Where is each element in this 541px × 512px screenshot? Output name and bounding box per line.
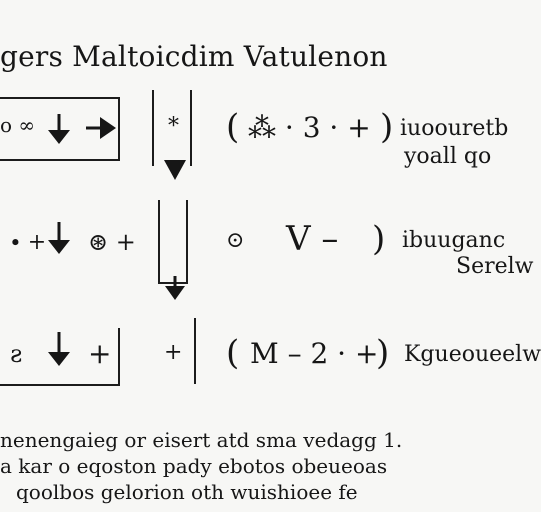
row2-desc-1: ibuuganc xyxy=(402,228,506,253)
row2-formula-inner: V – xyxy=(286,219,339,259)
row2-vline-left xyxy=(158,200,160,284)
down-arrow-icon xyxy=(44,220,74,256)
row2-left-mid: ⊛ + xyxy=(88,228,136,256)
row1-desc-1: iuoouretb xyxy=(400,116,509,141)
row1-center-symbol: * xyxy=(168,114,179,139)
footer-line-1: nenengaieg or eisert atd sma vedagg 1. xyxy=(0,428,403,452)
down-arrow-icon xyxy=(162,156,188,184)
title: gers Maltoicdim Vatulenon xyxy=(0,40,388,73)
row2-center-symbol: ⊙ xyxy=(226,228,245,253)
down-arrow-icon xyxy=(44,112,74,146)
footer-line-3: qoolbos gelorion oth wuishioee fe xyxy=(16,480,358,504)
down-arrow-icon xyxy=(44,330,74,368)
right-arrow-icon xyxy=(84,114,118,142)
row1-vline-right xyxy=(190,90,192,166)
row2-left-symbols: ∙ + xyxy=(10,230,47,255)
row3-vline xyxy=(194,318,196,384)
row3-left-mid: + xyxy=(88,337,112,370)
row1-left-symbols: o ∞ xyxy=(0,113,36,137)
row1-desc-2: yoall qo xyxy=(404,144,492,169)
row3-formula-close: ) xyxy=(376,333,390,373)
row1-formula-open: ( xyxy=(226,107,240,147)
row2-formula-close: ) xyxy=(372,219,386,259)
row3-formula-open: ( xyxy=(226,333,240,373)
row1-formula-inner: ⁂ · 3 · + xyxy=(248,111,371,144)
row3-center-symbol: + xyxy=(164,340,183,365)
row1-vline-left xyxy=(152,90,154,166)
row3-formula-inner: M – 2 · + xyxy=(250,337,379,370)
row1-formula-close: ) xyxy=(380,107,394,147)
down-arrow-icon xyxy=(162,276,188,302)
footer-line-2: a kar o eqoston pady ebotos obeueoas xyxy=(0,454,388,478)
row2-vline-right xyxy=(186,200,188,284)
row3-desc-1: Kgueoueelw xyxy=(404,342,541,367)
row2-desc-2: Serelw xyxy=(456,254,534,279)
row3-left-symbols: ꙅ xyxy=(10,340,23,368)
